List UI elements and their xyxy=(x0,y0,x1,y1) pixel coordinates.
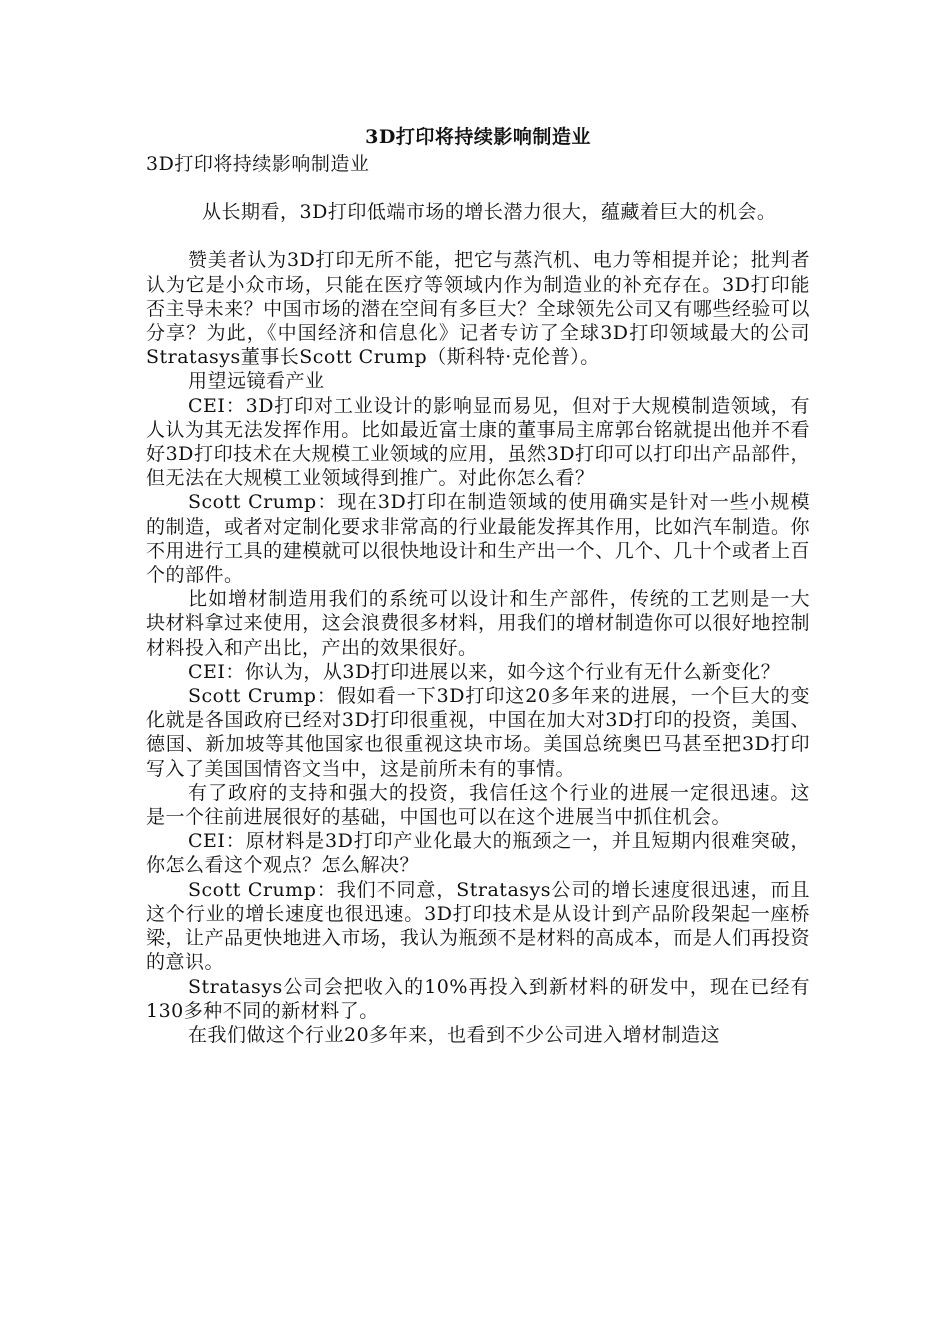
body-paragraph: CEI：你认为，从3D打印进展以来，如今这个行业有无什么新变化？ xyxy=(188,660,781,683)
body-paragraph: 赞美者认为3D打印无所不能，把它与蒸汽机、电力等相提并论；批判者认为它是小众市场，只能在医疗等领域内作为制造业的补充存在。3D打印能否主导未来？中国市场的潜在空间有多巨大？全球领先公司又有哪些经验可以分享？为此，《中国经济和信息化》记者专访了全球3D打印领域最大的公司Stratasys董事长Scott Crump（斯科特·克伦普）。 xyxy=(146,249,810,369)
document-title: 3D打印将持续影响制造业 xyxy=(365,126,591,148)
section-heading: 用望远镜看产业 xyxy=(188,370,325,393)
body-paragraph: Scott Crump：现在3D打印在制造领域的使用确实是针对一些小规模的制造，或者对定制化要求非常高的行业最能发挥其作用，比如汽车制造。你不用进行工具的建模就可以很快地设计和生产出一个、几个、几十个或者上百个的部件。 xyxy=(146,491,810,587)
body-paragraph: 比如增材制造用我们的系统可以设计和生产部件，传统的工艺则是一大块材料拿过来使用，这会浪费很多材料，用我们的增材制造你可以很好地控制材料投入和产出比，产出的效果很好。 xyxy=(146,588,810,659)
body-paragraph: 在我们做这个行业20多年来，也看到不少公司进入增材制造这 xyxy=(188,1023,721,1046)
body-paragraph: Stratasys公司会把收入的10%再投入到新材料的研发中，现在已经有130多种不同的新材料了。 xyxy=(146,975,810,1022)
body-paragraph: Scott Crump：假如看一下3D打印这20多年来的进展，一个巨大的变化就是各国政府已经对3D打印很重视，中国在加大对3D打印的投资，美国、德国、新加坡等其他国家也很重视这块市场。美国总统奥巴马甚至把3D打印写入了美国国情咨文当中，这是前所未有的事情。 xyxy=(146,685,810,780)
body-paragraph: CEI：原材料是3D打印产业化最大的瓶颈之一，并且短期内很难突破，你怎么看这个观点？怎么解决？ xyxy=(146,830,810,877)
document-subtitle: 3D打印将持续影响制造业 xyxy=(146,153,370,175)
body-paragraph: 有了政府的支持和强大的投资，我信任这个行业的进展一定很迅速。这是一个往前进展很好的基础，中国也可以在这个进展当中抓住机会。 xyxy=(146,781,810,829)
lead-paragraph: 从长期看，3D打印低端市场的增长潜力很大，蕴藏着巨大的机会。 xyxy=(202,201,777,224)
body-paragraph: CEI：3D打印对工业设计的影响显而易见，但对于大规模制造领域，有人认为其无法发挥作用。比如最近富士康的董事局主席郭台铭就提出他并不看好3D打印技术在大规模工业领域的应用，虽然3D打印可以打印出产品部件，但无法在大规模工业领域得到推广。对此你怎么看？ xyxy=(146,394,810,490)
document-page xyxy=(146,122,810,1047)
body-paragraph: Scott Crump：我们不同意，Stratasys公司的增长速度很迅速，而且这个行业的增长速度也很迅速。3D打印技术是从设计到产品阶段架起一座桥梁，让产品更快地进入市场，我认为瓶颈不是材料的高成本，而是人们再投资的意识。 xyxy=(146,878,810,974)
